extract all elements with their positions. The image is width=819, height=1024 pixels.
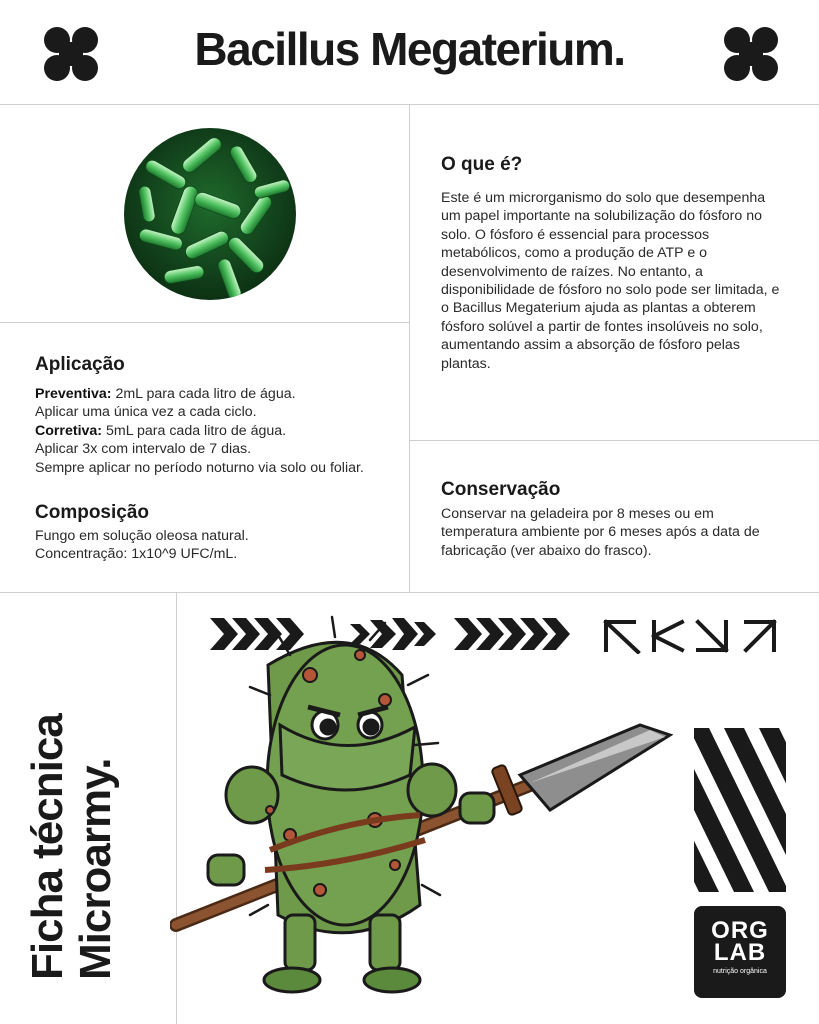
logo-line1: ORG: [711, 917, 769, 944]
corrective-label: Corretiva:: [35, 422, 103, 439]
corrective-note: Aplicar 3x com intervalo de 7 dias.: [35, 441, 252, 458]
conservation-heading: Conservação: [441, 479, 561, 500]
divider: [409, 440, 819, 441]
composition-heading: Composição: [35, 502, 150, 523]
logo-line2: LAB: [713, 939, 767, 966]
side-title-line1: Ficha técnica: [23, 714, 72, 980]
conservation-text: Conservar na geladeira por 8 meses ou em temperatura ambiente por 6 meses após a data de fabricação (ver abaixo do frasco).: [441, 506, 760, 559]
composition-body: [35, 527, 375, 564]
divider: [0, 592, 819, 593]
corrective-text: 5mL para cada litro de água.: [105, 422, 287, 439]
composition-line1: Fungo em solução oleosa natural.: [35, 528, 249, 544]
bacteria-warrior-mascot: [170, 615, 680, 1010]
application-body: [35, 385, 375, 477]
page-title: Bacillus Megaterium.: [194, 23, 625, 75]
bacteria-image: [124, 128, 296, 300]
side-title-line2: Microarmy.: [71, 758, 120, 980]
about-text: Este é um microrganismo do solo que desempenha um papel importante na solubilização do fósforo no solo. O fósforo é essencial para processos metabólicos, como a produção de ATP e o desenvolvimento de raízes. No entanto, a disponibilidade de fósforo no solo pode ser limitada, e o Bacillus Megaterium ajuda as plantas a obterem fósforo solúvel a partir de fontes insolúveis no solo, aumentando assim a absorção de fósforo pelas plantas.: [441, 190, 780, 372]
orglab-logo: [694, 906, 786, 998]
x-decoration-icon-right: [722, 25, 780, 83]
diagonal-stripes-decoration: [694, 728, 786, 892]
logo-tagline: nutrição orgânica: [713, 968, 767, 975]
preventive-label: Preventiva:: [35, 386, 112, 402]
preventive-note: Aplicar uma única vez a cada ciclo.: [35, 404, 257, 421]
application-heading: Aplicação: [35, 354, 125, 375]
preventive-text: 2mL para cada litro de água.: [115, 386, 296, 402]
general-note: Sempre aplicar no período noturno via solo ou foliar.: [35, 459, 364, 476]
divider: [409, 104, 410, 592]
composition-line2: Concentração: 1x10^9 UFC/mL.: [35, 546, 238, 563]
spear: [176, 725, 670, 925]
side-title: [24, 714, 120, 980]
about-heading: O que é?: [441, 154, 523, 175]
divider: [0, 322, 409, 323]
